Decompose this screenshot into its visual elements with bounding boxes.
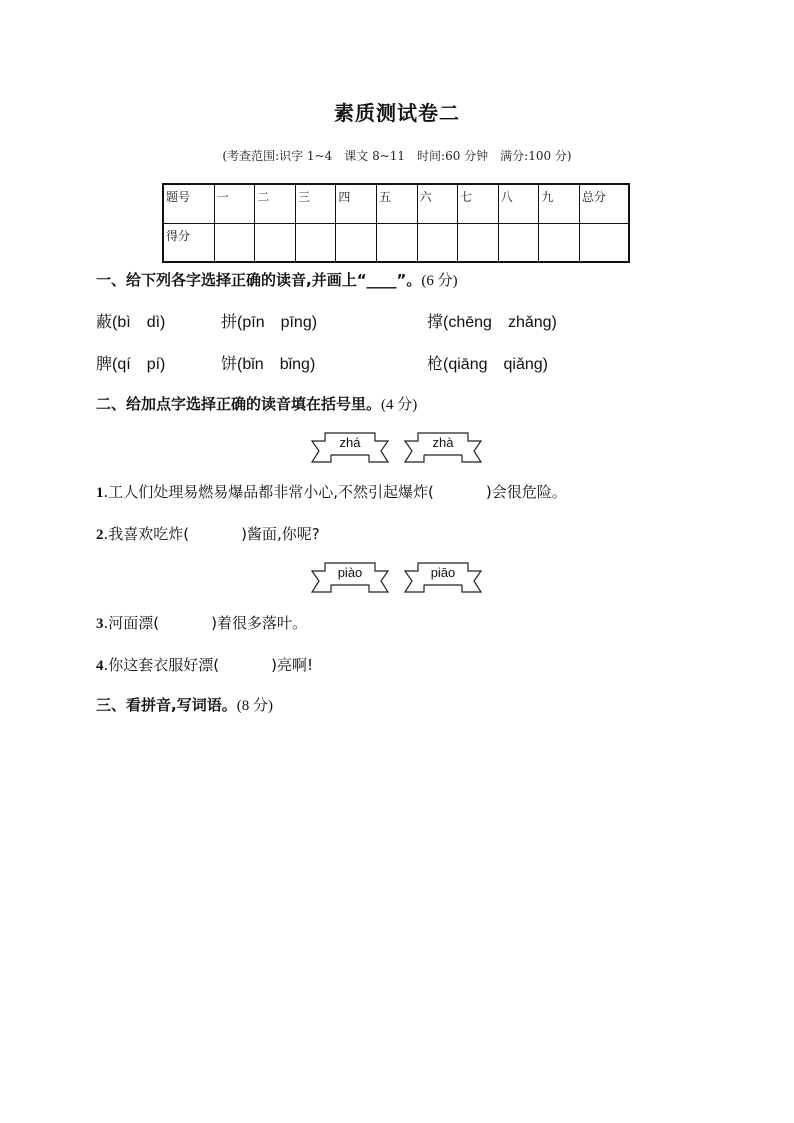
- score-cell[interactable]: [458, 223, 499, 262]
- score-cell[interactable]: [417, 223, 458, 262]
- section3-heading: [96, 694, 273, 715]
- ribbon-pinyin: piāo: [430, 565, 456, 580]
- question-text: )会很危险。: [485, 483, 567, 501]
- pinyin-ribbon-banner: [311, 562, 389, 594]
- score-header-cell: 二: [255, 184, 296, 223]
- score-header-cell: 四: [336, 184, 377, 223]
- ribbon-pinyin: zhá: [339, 435, 361, 450]
- char: 饼: [221, 356, 238, 373]
- score-cell[interactable]: [295, 223, 336, 262]
- question-item: [96, 612, 307, 633]
- pinyin-choice-item[interactable]: [96, 351, 165, 374]
- char: 拼: [221, 314, 238, 331]
- score-table-header-row: [163, 184, 629, 223]
- score-header-cell: 九: [539, 184, 580, 223]
- pinyin-choice-item[interactable]: [221, 351, 315, 374]
- char: 撑: [427, 314, 444, 331]
- question-number: 3: [96, 616, 104, 632]
- pinyin-ribbon-banner: [311, 432, 389, 464]
- page-title: 素质测试卷二: [334, 101, 460, 125]
- pinyin-options: (pīn pīng): [237, 314, 318, 331]
- score-cell[interactable]: [579, 223, 629, 262]
- question-item: [96, 481, 567, 502]
- section1-points: (6 分): [421, 273, 458, 289]
- ribbon-pinyin: piào: [337, 565, 363, 580]
- question-text: .你这套衣服好漂(: [103, 656, 220, 674]
- score-header-cell: 八: [498, 184, 539, 223]
- question-text: )酱面,你呢?: [241, 525, 320, 543]
- score-header-cell: 一: [214, 184, 255, 223]
- score-table-score-row: [163, 223, 629, 262]
- char: 枪: [427, 356, 444, 373]
- pinyin-options: (bì dì): [112, 314, 166, 331]
- exam-scope-subtitle: (考查范围:识字 1~4 课文 8~11 时间:60 分钟 满分:100 分): [222, 149, 572, 163]
- char: 脾: [96, 356, 113, 373]
- section1-heading: [96, 269, 458, 290]
- pinyin-choice-item[interactable]: [96, 309, 165, 332]
- question-number: 4: [96, 658, 104, 674]
- score-header-cell: 五: [377, 184, 418, 223]
- score-header-cell: 题号: [163, 184, 214, 223]
- question-item: [96, 523, 320, 544]
- pinyin-choice-item[interactable]: [427, 351, 548, 374]
- score-header-cell: 三: [295, 184, 336, 223]
- score-cell[interactable]: [336, 223, 377, 262]
- pinyin-options: (qí pí): [112, 356, 166, 373]
- question-text: .工人们处理易燃易爆品都非常小心,不然引起爆炸(: [103, 483, 434, 501]
- score-header-cell: 总分: [579, 184, 629, 223]
- section3-title: 三、看拼音,写词语。: [96, 696, 237, 714]
- char: 蔽: [96, 314, 113, 331]
- pinyin-options: (qiāng qiǎng): [443, 356, 548, 373]
- section2-title: 二、给加点字选择正确的读音填在括号里。: [96, 395, 382, 413]
- pinyin-options: (chēng zhǎng): [443, 314, 557, 331]
- section3-points: (8 分): [236, 698, 273, 714]
- pinyin-ribbon-banner: [404, 562, 482, 594]
- section2-heading: [96, 393, 417, 414]
- question-number: 1: [96, 485, 104, 501]
- score-cell[interactable]: [214, 223, 255, 262]
- score-cell[interactable]: [255, 223, 296, 262]
- question-number: 2: [96, 527, 104, 543]
- score-row-label: 得分: [163, 223, 214, 262]
- section1-title: 一、给下列各字选择正确的读音,并画上“____”。: [96, 271, 422, 289]
- question-text: .河面漂(: [103, 614, 160, 632]
- pinyin-ribbon-banner: [404, 432, 482, 464]
- score-cell[interactable]: [377, 223, 418, 262]
- question-text: )着很多落叶。: [211, 614, 307, 632]
- pinyin-options: (bǐn bǐng): [237, 356, 316, 373]
- score-header-cell: 七: [458, 184, 499, 223]
- section2-points: (4 分): [381, 397, 418, 413]
- score-header-cell: 六: [417, 184, 458, 223]
- question-text: .我喜欢吃炸(: [103, 525, 190, 543]
- score-table: [162, 183, 630, 263]
- pinyin-choice-item[interactable]: [427, 309, 557, 332]
- score-cell[interactable]: [498, 223, 539, 262]
- score-cell[interactable]: [539, 223, 580, 262]
- ribbon-pinyin: zhà: [432, 435, 454, 450]
- question-text: )亮啊!: [271, 656, 313, 674]
- question-item: [96, 654, 313, 675]
- pinyin-choice-item[interactable]: [221, 309, 317, 332]
